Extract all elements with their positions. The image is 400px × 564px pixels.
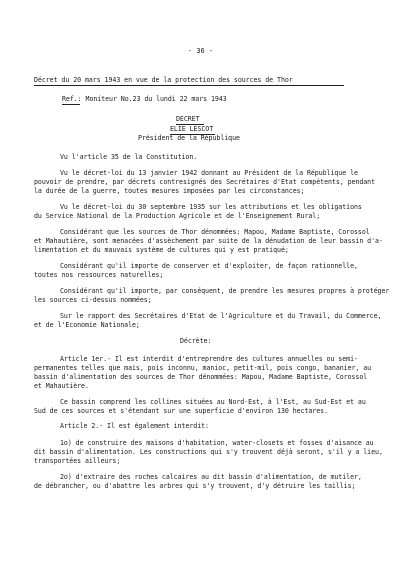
- text-line: Article 1er.- Il est interdit d'entreprendre des cultures annuelles ou semi-: [60, 355, 358, 363]
- text-line: Considérant qu'il importe de conserver et d'exploiter, de façon rationnelle,: [60, 262, 358, 270]
- text-line: pouvoir de prendre, par décrets contresignés des Secrétaires d'Etat compétents, pendant: [34, 178, 376, 186]
- decree-title: Décret du 20 mars 1943 en vue de la protection des sources de Thor: [34, 76, 293, 84]
- text-line: Considérant qu'il importe, par conséquent, de prendre les mesures propres à protéger: [60, 287, 390, 295]
- text-line: Vu le décret-loi du 13 janvier 1942 donnant au Président de la République le: [60, 169, 358, 177]
- reference-line: Ref.: Moniteur No.23 du lundi 22 mars 1943: [62, 95, 227, 103]
- preamble-constitution: Vu l'article 35 de la Constitution.: [60, 153, 198, 161]
- reference-underline: [62, 104, 80, 105]
- decret-heading: DECRET: [176, 115, 200, 123]
- text-line: et de l'Economie Nationale;: [34, 321, 140, 329]
- text-line: la durée de la guerre, toutes mesures imposées par les circonstances;: [34, 187, 305, 195]
- text-line: Sur le rapport des Secrétaires d'Etat de l'Agriculture et du Travail, du Commerce,: [60, 312, 382, 320]
- text-line: et Mahautière, sont menacées d'assèchement par suite de la dénudation de leur bassin d'a-: [34, 237, 383, 245]
- text-line: Ce bassin comprend les collines situées au Nord-Est, à l'Est, au Sud-Est et au: [60, 398, 366, 406]
- text-line: dit bassin d'alimentation. Les constructions qui s'y trouvent déjà seront, s'il y a lieu,: [34, 448, 383, 456]
- text-line: du Service National de la Production Agricole et de l'Enseignement Rural;: [34, 212, 321, 220]
- author-name: ELIE LESCOT: [170, 125, 214, 133]
- text-line: transportées ailleurs;: [34, 457, 121, 465]
- text-line: limentation et du mauvais système de cultures qui y est pratiqué;: [34, 246, 289, 254]
- author-office: Président de la République: [138, 134, 240, 142]
- text-line: toutes nos ressources naturelles;: [34, 271, 164, 279]
- text-line: Considérant que les sources de Thor dénommées: Mapou, Madame Baptiste, Corossol: [60, 228, 370, 236]
- page-number: - 36 -: [188, 47, 213, 55]
- text-line: de débrancher, ou d'abattre les arbres qui s'y trouvent, d'y détruire les taillis;: [34, 482, 356, 490]
- title-underline: [34, 85, 344, 86]
- text-line: Sud de ces sources et s'étendant sur une superficie d'environ 130 hectares.: [34, 407, 328, 415]
- text-line: permanentes telles que mais, pois inconnu, manioc, petit-mil, pois congo, bananier, au: [34, 364, 372, 372]
- text-line: 2o) d'extraire des roches calcaires au dit bassin d'alimentation, de mutiler,: [60, 473, 362, 481]
- text-line: 1o) de construire des maisons d'habitation, water-closets et fosses d'aisance au: [60, 439, 374, 447]
- text-line: les sources ci-dessus nommées;: [34, 296, 152, 304]
- text-line: bassin d'alimentation des sources de Thor dénommées: Mapou, Madame Baptiste, Corossol: [34, 373, 368, 381]
- text-line: et Mahautière.: [34, 382, 89, 390]
- decrete-heading: Décrète:: [180, 337, 212, 345]
- article-2-heading: Article 2.- Il est également interdit:: [60, 422, 209, 430]
- text-line: Vu le décret-loi du 30 septembre 1935 sur les attributions et les obligations: [60, 203, 362, 211]
